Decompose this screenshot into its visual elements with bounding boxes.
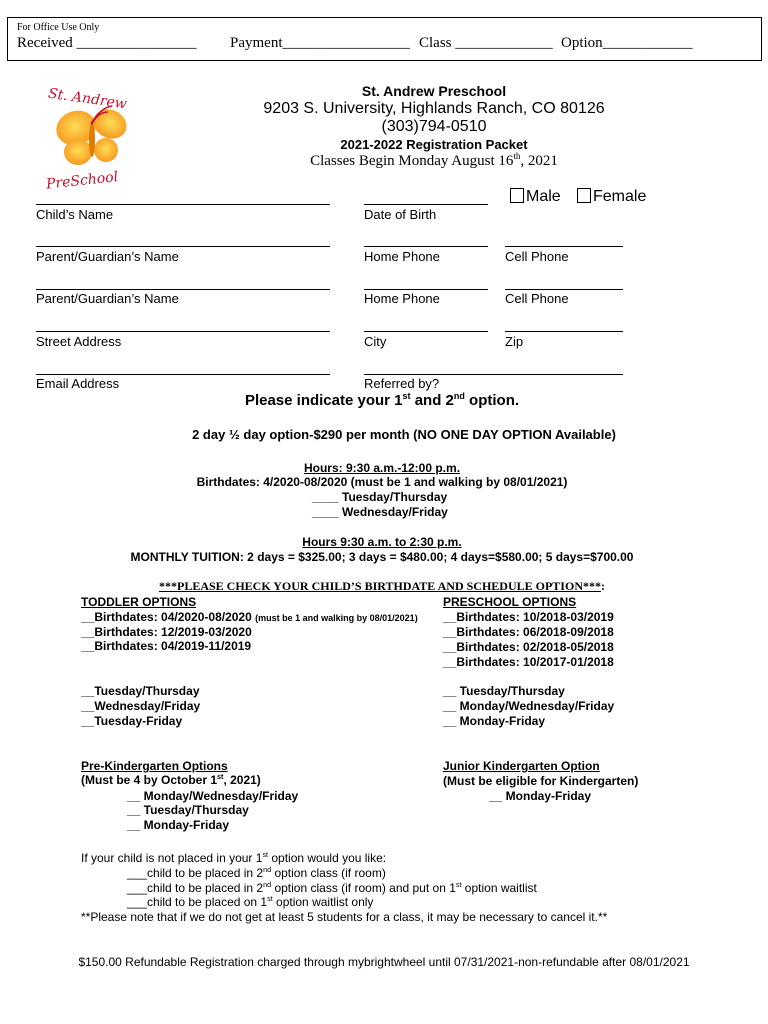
- referred-label: Referred by?: [364, 376, 440, 391]
- cancel-note: **Please note that if we do not get at least 5 students for a class, it may be necessary to cancel it.**: [81, 910, 608, 924]
- toddler-birthdate-3[interactable]: __Birthdates: 04/2019-11/2019: [81, 639, 252, 653]
- prek-option-tue-thu[interactable]: __ Tuesday/Thursday: [127, 803, 249, 817]
- cell-phone1-label: Cell Phone: [505, 249, 569, 264]
- street-label: Street Address: [36, 334, 122, 349]
- half-day-title: 2 day ½ day option-$290 per month (NO ONE DAY OPTION Available): [192, 427, 616, 442]
- preschool-schedule-tue-thu[interactable]: __ Tuesday/Thursday: [443, 684, 565, 698]
- school-name: St. Andrew Preschool: [361, 83, 507, 99]
- prek-heading: Pre-Kindergarten Options: [81, 759, 228, 773]
- jk-requirement: (Must be eligible for Kindergarten): [443, 774, 639, 788]
- logo-top-text: St. Andrew: [47, 85, 128, 113]
- office-option-field[interactable]: Option____________: [561, 35, 693, 51]
- female-checkbox-icon: [577, 188, 591, 203]
- office-class-field[interactable]: Class _____________: [419, 35, 553, 51]
- office-use-title: For Office Use Only: [17, 22, 100, 33]
- home-phone1-label: Home Phone: [364, 249, 440, 264]
- preschool-birthdate-3[interactable]: __Birthdates: 02/2018-05/2018: [443, 640, 614, 654]
- jk-heading: Junior Kindergarten Option: [443, 759, 600, 773]
- packet-title: 2021-2022 Registration Packet: [340, 137, 528, 152]
- logo-bottom-text: PreSchool: [45, 169, 119, 190]
- office-payment-field[interactable]: Payment_________________: [230, 35, 410, 51]
- half-day-option-wed-fri[interactable]: ____ Wednesday/Friday: [312, 505, 448, 519]
- school-phone: (303)794-0510: [381, 118, 487, 135]
- toddler-schedule-wed-fri[interactable]: __Wednesday/Friday: [81, 699, 201, 713]
- jk-option-mon-fri[interactable]: __ Monday-Friday: [489, 789, 592, 803]
- prek-option-mon-wed-fri[interactable]: __ Monday/Wednesday/Friday: [127, 789, 299, 803]
- preschool-birthdate-2[interactable]: __Birthdates: 06/2018-09/2018: [443, 625, 614, 639]
- monthly-tuition: MONTHLY TUITION: 2 days = $325.00; 3 days = $480.00; 4 days=$580.00; 5 days=$700.00: [130, 550, 634, 564]
- preschool-birthdate-4[interactable]: __Birthdates: 10/2017-01/2018: [443, 655, 614, 669]
- toddler-schedule-tue-fri[interactable]: __Tuesday-Friday: [81, 714, 183, 728]
- full-day-hours: Hours 9:30 a.m. to 2:30 p.m.: [302, 535, 462, 549]
- placement-option-3[interactable]: ___child to be placed on 1st option waitlist only: [127, 894, 374, 909]
- placement-option-2[interactable]: ___child to be placed in 2nd option class (if room) and put on 1st option waitlist: [127, 880, 537, 895]
- school-address: 9203 S. University, Highlands Ranch, CO 80126: [263, 100, 605, 117]
- home-phone2-label: Home Phone: [364, 291, 440, 306]
- male-checkbox-icon: [510, 188, 524, 203]
- prek-option-mon-fri[interactable]: __ Monday-Friday: [127, 818, 230, 832]
- office-received-field[interactable]: Received ________________: [17, 35, 197, 51]
- placement-option-1[interactable]: ___child to be placed in 2nd option class (if room): [127, 865, 386, 880]
- city-label: City: [364, 334, 387, 349]
- check-birthdate-notice: ***PLEASE CHECK YOUR CHILD’S BIRTHDATE AND SCHEDULE OPTION***:: [159, 579, 605, 593]
- placement-question: If your child is not placed in your 1st option would you like:: [81, 850, 387, 865]
- cell-phone2-label: Cell Phone: [505, 291, 569, 306]
- prek-requirement: (Must be 4 by October 1st, 2021): [81, 772, 261, 787]
- toddler-birthdate-2[interactable]: __Birthdates: 12/2019-03/2020: [81, 625, 252, 639]
- half-day-hours: Hours: 9:30 a.m.-12:00 p.m.: [303, 461, 461, 475]
- gender-male-checkbox[interactable]: Male: [510, 188, 561, 206]
- preschool-birthdate-1[interactable]: __Birthdates: 10/2018-03/2019: [443, 610, 614, 624]
- zip-label: Zip: [505, 334, 524, 349]
- indicate-options-heading: Please indicate your 1st and 2nd option.: [244, 391, 520, 409]
- parent2-label: Parent/Guardian’s Name: [36, 291, 179, 306]
- preschool-schedule-mon-wed-fri[interactable]: __ Monday/Wednesday/Friday: [443, 699, 615, 713]
- school-logo: [40, 82, 140, 190]
- parent1-label: Parent/Guardian’s Name: [36, 249, 179, 264]
- toddler-birthdate-1[interactable]: __Birthdates: 04/2020-08/2020 (must be 1 and walking by 08/01/2021): [81, 610, 418, 624]
- registration-fee-note: $150.00 Refundable Registration charged through mybrightwheel until 07/31/2021-non-refundable after 08/01/2021: [78, 955, 690, 969]
- half-day-birthdates: Birthdates: 4/2020-08/2020 (must be 1 and walking by 08/01/2021): [196, 475, 568, 489]
- toddler-schedule-tue-thu[interactable]: __Tuesday/Thursday: [81, 684, 200, 698]
- preschool-schedule-mon-fri[interactable]: __ Monday-Friday: [443, 714, 546, 728]
- toddler-heading: TODDLER OPTIONS: [81, 595, 197, 609]
- gender-female-checkbox[interactable]: Female: [577, 188, 646, 206]
- email-label: Email Address: [36, 376, 120, 391]
- childs-name-label: Child’s Name: [36, 207, 114, 222]
- dob-label: Date of Birth: [364, 207, 437, 222]
- classes-begin: Classes Begin Monday August 16th, 2021: [310, 151, 558, 169]
- butterfly-logo-icon: [40, 82, 140, 190]
- preschool-heading: PRESCHOOL OPTIONS: [443, 595, 577, 609]
- half-day-option-tue-thu[interactable]: ____ Tuesday/Thursday: [312, 490, 448, 504]
